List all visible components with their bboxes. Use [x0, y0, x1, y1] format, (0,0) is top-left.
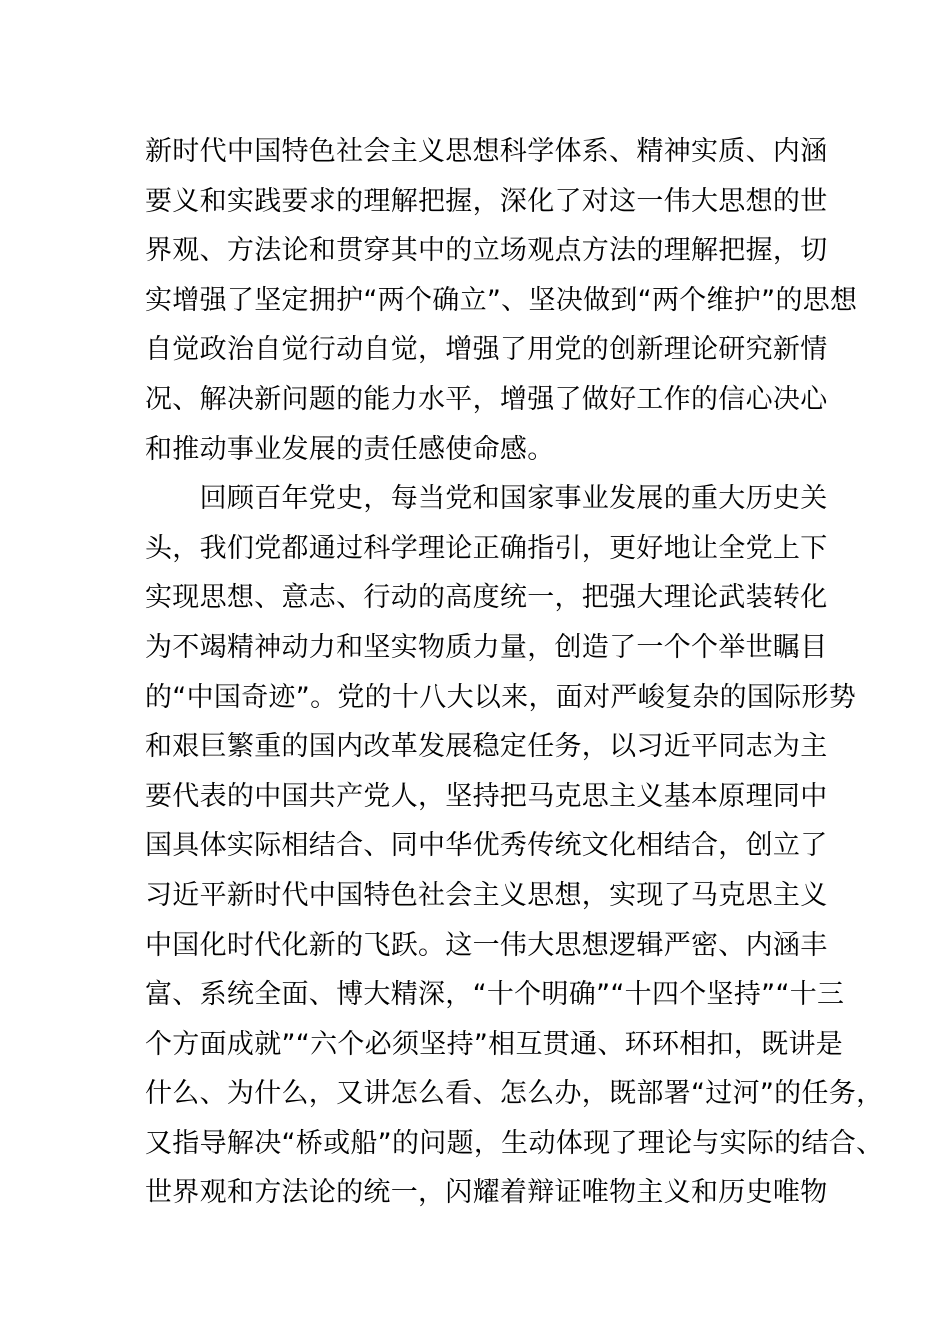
text-line: 什么、为什么，又讲怎么看、怎么办，既部署“过河”的任务， — [145, 1078, 884, 1110]
text-line: 和推动事业发展的责任感使命感。 — [145, 433, 555, 465]
text-line: 和艰巨繁重的国内改革发展稳定任务，以习近平同志为主 — [145, 731, 828, 763]
text-line: 又指导解决“桥或船”的问题，生动体现了理论与实际的结合、 — [145, 1127, 884, 1159]
text-line: 为不竭精神动力和坚实物质力量，创造了一个个举世瞩目 — [145, 631, 828, 663]
text-line: 回顾百年党史，每当党和国家事业发展的重大历史关 — [145, 483, 828, 515]
text-line: 要代表的中国共产党人，坚持把马克思主义基本原理同中 — [145, 780, 828, 812]
text-line: 况、解决新问题的能力水平，增强了做好工作的信心决心 — [145, 383, 828, 415]
text-line: 富、系统全面、博大精深，“十个明确”“十四个坚持”“十三 — [145, 979, 845, 1011]
text-line: 的“中国奇迹”。党的十八大以来，面对严峻复杂的国际形势 — [145, 681, 857, 713]
text-line: 国具体实际相结合、同中华优秀传统文化相结合，创立了 — [145, 830, 828, 862]
text-line: 头，我们党都通过科学理论正确指引，更好地让全党上下 — [145, 532, 828, 564]
text-line: 习近平新时代中国特色社会主义思想，实现了马克思主义 — [145, 879, 828, 911]
text-line: 实增强了坚定拥护“两个确立”、坚决做到“两个维护”的思想 — [145, 284, 858, 316]
text-line: 实现思想、意志、行动的高度统一，把强大理论武装转化 — [145, 582, 828, 614]
paragraph-1 — [145, 127, 858, 474]
text-line: 个方面成就”“六个必须坚持”相互贯通、环环相扣，既讲是 — [145, 1028, 844, 1060]
text-line: 新时代中国特色社会主义思想科学体系、精神实质、内涵 — [145, 136, 828, 167]
text-line: 要义和实践要求的理解把握，深化了对这一伟大思想的世 — [145, 185, 828, 217]
text-line: 界观、方法论和贯穿其中的立场观点方法的理解把握，切 — [145, 235, 828, 267]
text-line: 自觉政治自觉行动自觉，增强了用党的创新理论研究新情 — [145, 334, 828, 366]
body-text — [145, 127, 884, 1218]
paragraph-2 — [145, 474, 884, 1218]
text-line: 世界观和方法论的统一，闪耀着辩证唯物主义和历史唯物 — [145, 1177, 828, 1209]
text-line: 中国化时代化新的飞跃。这一伟大思想逻辑严密、内涵丰 — [145, 929, 828, 961]
